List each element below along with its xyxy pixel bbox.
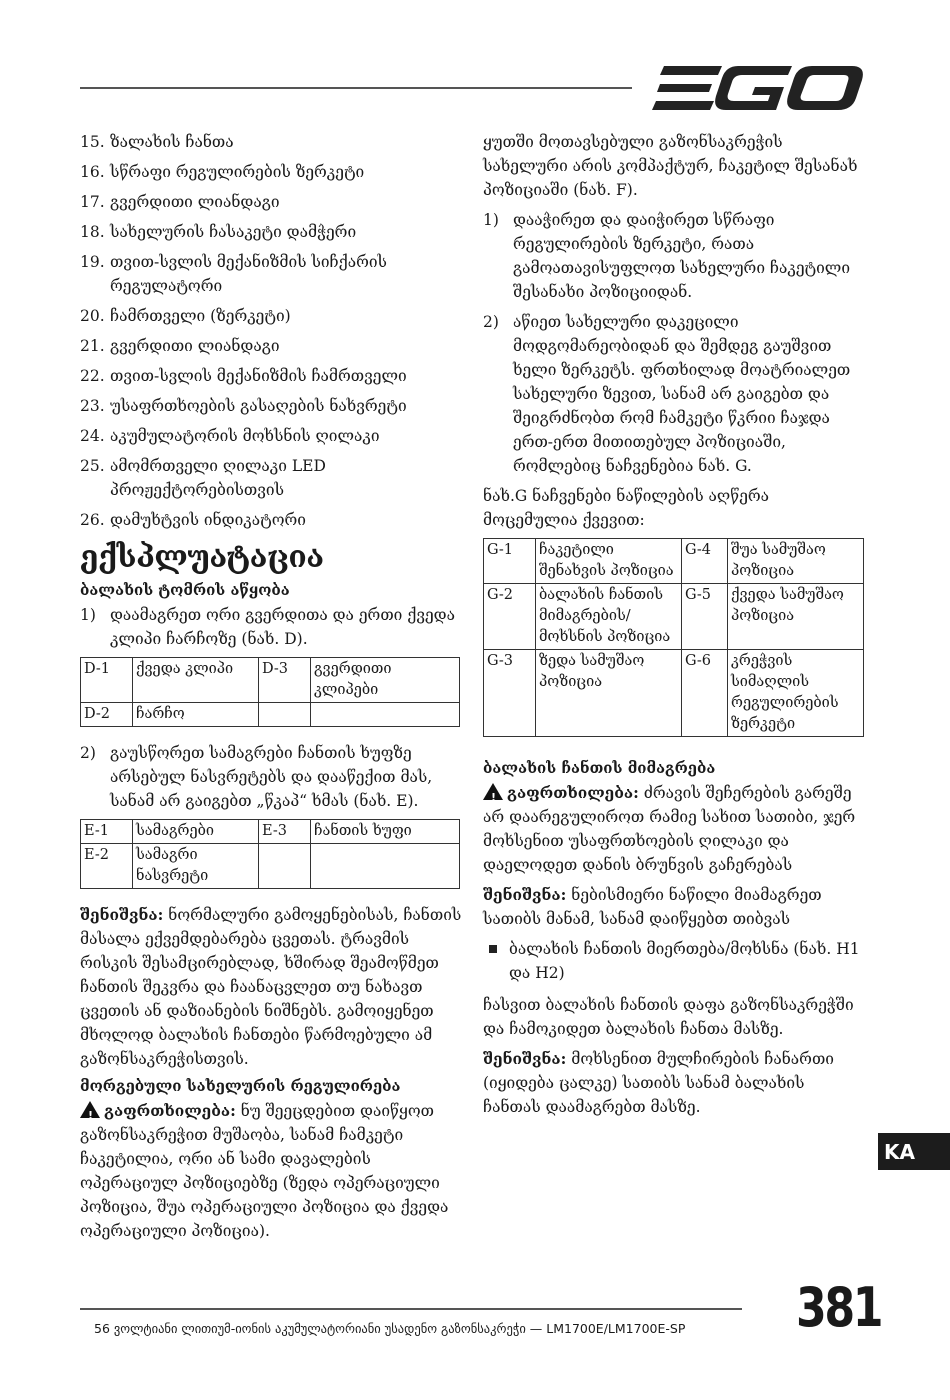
page-number: 381 — [796, 1276, 882, 1339]
right-column — [483, 130, 865, 1125]
list-item: 20. ჩამრთველი (ზერკეტი) — [80, 307, 291, 325]
note-paragraph: შენიშვნა: ნორმალური გამოყენებისას, ჩანთის მასალა ექვემდებარება ცვეთას. ტრავმის რისკის შესამცირებლად, ხშირად შეამოწმეთ ჩანთის შეკვრა და ჩაანაცვლეთ თუ ნახავთ ცვეთის ან დაზიანების ნიშნებს. გამოიყენეთ მხოლოდ ბალახის ჩანთები წარმოებული ამ გაზონსაკრეჭისთვის. — [80, 905, 462, 1068]
bullet-square-icon — [489, 945, 497, 953]
list-item: 15. ზალახის ჩანთა — [80, 133, 234, 151]
list-item: 24. აკუმულატორის მოხსნის ღილაკი — [80, 427, 380, 445]
list-item: 18. სახელურის ჩასაკეტი დამჭერი — [80, 223, 357, 241]
table-row: E-2 სამაგრი ნასვრეტი — [81, 844, 460, 889]
parts-list — [80, 130, 462, 532]
table-g — [483, 538, 864, 737]
list-item: 23. უსაფრთხოების გასაღების ნახვრეტი — [80, 397, 407, 415]
list-item: 25. ამომრთველი ღილაკი LED პროჟექტორებისთვის — [80, 457, 326, 499]
warning-icon — [483, 783, 503, 800]
step: 1) დაამაგრეთ ორი გვერდითა და ერთი ქვედა კლიპი ჩარჩოზე (ნახ. D). — [80, 606, 455, 648]
left-column — [80, 130, 462, 1249]
language-tab: KA — [878, 1133, 950, 1170]
assembly-heading: ბალახის ტომრის აწყობა — [80, 581, 290, 599]
table-row: G-2 ბალახის ჩანთის მიმაგრების/ მოხსნის პოზიცია G-5 ქვედა სამუშაო პოზიცია — [484, 584, 864, 650]
list-item: 17. გვერდითი ლიანდაგი — [80, 193, 280, 211]
list-item: 21. გვერდითი ლიანდაგი — [80, 337, 280, 355]
table-row: G-3 ზედა სამუშაო პოზიცია G-6 კრეჭვის სიმაღლის რეგულირების ზერკეტი — [484, 650, 864, 737]
section-title: ექსპლუატაცია — [80, 540, 324, 575]
note-paragraph: შენიშვნა: მოხსენით მულჩირების ჩანართი (იყიდება ცალკე) სათიბს სანამ ბალახის ჩანთას დაამაგრებთ მასზე. — [483, 1049, 834, 1116]
warning-icon — [80, 1101, 100, 1118]
intro-paragraph: ყუთში მოთავსებული გაზონსაკრეჭის სახელური არის კომპაქტურ, ჩაკეტილ შესანახ პოზიციაში (ნახ. F). — [483, 133, 858, 199]
footer-rule — [80, 1308, 742, 1310]
step: 2) აწიეთ სახელური დაკეცილი მოდგომარეობიდან და შემდეგ გაუშვით ხელი ზერკეტს. ფრთხილად მოატრიალეთ სახელური ზევით, სანამ არ გაიგებთ და შეიგრძნობთ რომ ჩამკეტი წკრიი ჩაჯდა ერთ-ერთ მითითებულ პოზიციაში, რომლებიც ნაჩვენებია ნახ. G. — [483, 313, 851, 475]
step: 1) დააჭირეთ და დაიჭირეთ სწრაფი რეგულირების ზერკეტი, რათა გამოათავისუფლოთ სახელური ჩაკეტილი შესანახი პოზიციიდან. — [483, 211, 851, 301]
bullet-item: ბალახის ჩანთის მიერთება/მოხსნა (ნახ. H1 და H2) — [483, 937, 865, 985]
handle-heading: მორგებული სახელურის რეგულირება — [80, 1077, 401, 1095]
warning-paragraph: !გაფრთხილება: ძრავის შეჩერების გარეშე არ დაარეგულიროთ რამიე სახით სათიბი, ჯერ მოხსენით უსაფრთხოების ღილაკი და დაელოდეთ დანის ბრუნვის გაჩერებას — [483, 781, 865, 877]
table-row: D-1 ქვედა კლიპი D-3 გვერდითი კლიპები — [81, 658, 460, 703]
note-paragraph: შენიშვნა: ნებისმიერი ნაწილი მიამაგრეთ სათიბს მანამ, სანამ დაიწყებთ თიბვას — [483, 885, 822, 928]
warning-paragraph: !გაფრთხილება: ნუ შეეცდებით დაიწყოთ გაზონსაკრეჭით მუშაობა, სანამ ჩამკეტი ჩაკეტილია, ორი ან სამი დავალების ოპერაციულ პოზიციებზე (ზედა ოპერაციული პოზიცია, შუა ოპერაციული პოზიცია და ქვედა ოპერაციული პოზიცია). — [80, 1099, 462, 1243]
table-intro: ნახ.G ნაჩვენები ნაწილების აღწერა მოცემულია ქვევით: — [483, 487, 770, 529]
table-d — [80, 657, 460, 727]
table-row: D-2 ჩარჩო — [81, 703, 460, 727]
list-item: 22. თვით-სვლის მექანიზმის ჩამრთველი — [80, 367, 407, 385]
table-row: E-1 სამაგრები E-3 ჩანთის ხუფი — [81, 820, 460, 844]
list-item: 16. სწრაფი რეგულირების ზერკეტი — [80, 163, 365, 181]
footer-text: 56 ვოლტიანი ლითიუმ-იონის აკუმულატორიანი უსადენო გაზონსაკრეჭი — LM1700E/LM1700E-SP — [94, 1321, 686, 1336]
list-item: 26. დამუხტვის ინდიკატორი — [80, 511, 306, 529]
list-item: 19. თვით-სვლის მექანიზმის სიჩქარის რეგულატორი — [80, 253, 387, 295]
header-rule — [80, 87, 632, 89]
bag-heading: ბალახის ჩანთის მიმაგრება — [483, 759, 716, 777]
step: 2) გაუსწორეთ სამაგრები ჩანთის ხუფზე არსებულ ნასვრეტებს და დააწექით მას, სანამ არ გაიგებთ „წკაპ“ ხმას (ნახ. E). — [80, 744, 433, 810]
bag-paragraph: ჩასვით ბალახის ჩანთის დაფა გაზონსაკრეჭში და ჩამოკიდეთ ბალახის ჩანთა მასზე. — [483, 996, 854, 1038]
table-row: G-1 ჩაკეტილი შენახვის პოზიცია G-4 შუა სამუშაო პოზიცია — [484, 539, 864, 584]
table-e — [80, 819, 460, 889]
ego-logo — [652, 64, 864, 112]
